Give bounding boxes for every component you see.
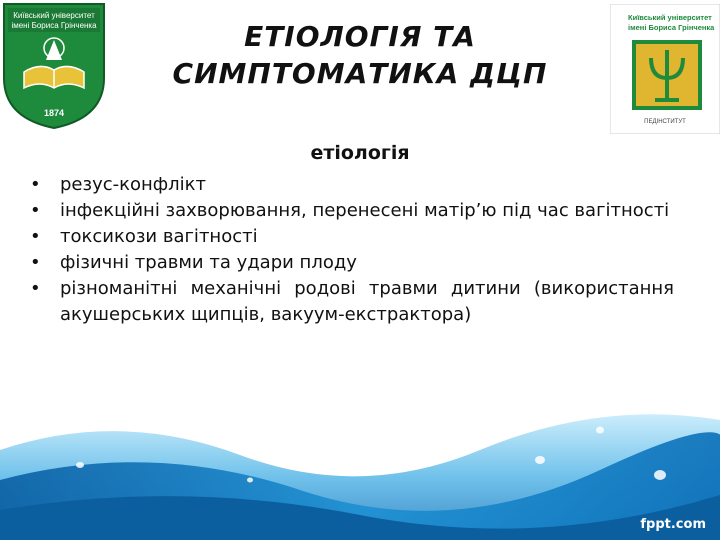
logo-right-line2: імені Бориса Грінченка [628, 23, 715, 32]
slide-title-line1: ЕТІОЛОГІЯ ТА [244, 20, 476, 53]
bullet-item: • резус-конфлікт [30, 172, 674, 198]
logo-right-line1: Київський університет [628, 13, 712, 22]
logo-right-footer: ПЕДІНСТИТУТ [644, 119, 686, 125]
bullet-item: • токсикози вагітності [30, 224, 674, 250]
university-logo-left [0, 0, 108, 130]
logo-left-year: 1874 [43, 108, 65, 118]
bullet-item: • інфекційні захворювання, перенесені матір’ю під час вагітності [30, 198, 674, 224]
slide-title [120, 18, 600, 92]
logo-left-line1: Київський університет [13, 11, 95, 20]
brand-watermark: fppt.com [640, 517, 706, 532]
bullet-item: • різноманітні механічні родові травми дитини (використання акушерських щипців, вакуум-екстрактора) [30, 276, 674, 328]
slide-title-line2: СИМПТОМАТИКА ДЦП [172, 57, 548, 90]
bullet-list [30, 172, 674, 328]
logo-left-line2: імені Бориса Грінченка [11, 21, 97, 30]
bullet-item: • фізичні травми та удари плоду [30, 250, 674, 276]
water-wave-decoration [0, 380, 720, 540]
university-logo-right [610, 4, 720, 134]
trident-emblem-icon [632, 40, 702, 110]
section-subtitle: етіологія [310, 142, 410, 164]
